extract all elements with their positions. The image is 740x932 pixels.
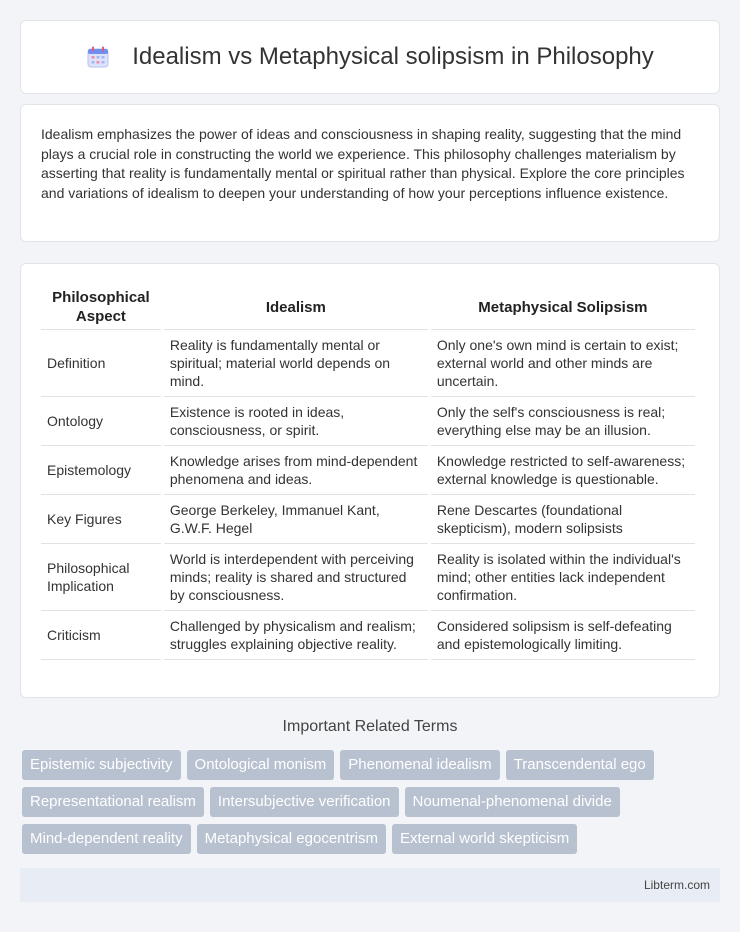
table-row <box>41 330 695 397</box>
idealism-cell: George Berkeley, Immanuel Kant, G.W.F. Hegel <box>164 495 428 544</box>
aspect-cell: Key Figures <box>41 495 161 544</box>
aspect-cell: Criticism <box>41 611 161 660</box>
title-wrap <box>86 43 654 71</box>
comparison-table-card <box>20 263 720 698</box>
aspect-cell: Epistemology <box>41 446 161 495</box>
related-term-tag[interactable]: Phenomenal idealism <box>340 750 499 780</box>
solipsism-cell: Only one's own mind is certain to exist; external world and other minds are uncertain. <box>431 330 695 397</box>
idealism-cell: Knowledge arises from mind-dependent phenomena and ideas. <box>164 446 428 495</box>
table-row <box>41 611 695 660</box>
intro-text: Idealism emphasizes the power of ideas and consciousness in shaping reality, suggesting that the mind plays a crucial role in constructing the world we experience. This philosophy challenges materialism by asserting that reality is fundamentally mental or spiritual rather than physical. Explore the core principles and variations of idealism to deepen your understanding of how your perceptions influence existence. <box>41 126 685 201</box>
idealism-cell: Challenged by physicalism and realism; struggles explaining objective reality. <box>164 611 428 660</box>
footer <box>20 868 720 902</box>
table-header-row <box>41 284 695 330</box>
aspect-cell: Definition <box>41 330 161 397</box>
related-terms-tags <box>22 750 722 854</box>
related-terms-title: Important Related Terms <box>282 718 458 735</box>
solipsism-cell: Considered solipsism is self-defeating and epistemologically limiting. <box>431 611 695 660</box>
idealism-cell: Reality is fundamentally mental or spiritual; material world depends on mind. <box>164 330 428 397</box>
aspect-cell: Ontology <box>41 397 161 446</box>
related-term-tag[interactable]: Metaphysical egocentrism <box>197 824 386 854</box>
idealism-cell: Existence is rooted in ideas, consciousness, or spirit. <box>164 397 428 446</box>
table-row <box>41 446 695 495</box>
related-term-tag[interactable]: Representational realism <box>22 787 204 817</box>
related-term-tag[interactable]: Mind-dependent reality <box>22 824 191 854</box>
related-term-tag[interactable]: External world skepticism <box>392 824 577 854</box>
solipsism-cell: Knowledge restricted to self-awareness; external knowledge is questionable. <box>431 446 695 495</box>
solipsism-cell: Only the self's consciousness is real; everything else may be an illusion. <box>431 397 695 446</box>
related-term-tag[interactable]: Transcendental ego <box>506 750 654 780</box>
related-term-tag[interactable]: Ontological monism <box>187 750 335 780</box>
comparison-table <box>38 284 698 660</box>
calendar-icon <box>86 45 110 69</box>
intro-card <box>20 104 720 242</box>
column-header-idealism: Idealism <box>164 284 428 330</box>
column-header-aspect: Philosophical Aspect <box>41 284 161 330</box>
header-card <box>20 20 720 94</box>
footer-site-link[interactable]: Libterm.com <box>643 878 710 892</box>
related-term-tag[interactable]: Epistemic subjectivity <box>22 750 181 780</box>
aspect-cell: Philosophical Implication <box>41 544 161 611</box>
table-row <box>41 495 695 544</box>
page-title: Idealism vs Metaphysical solipsism in Philosophy <box>132 43 654 70</box>
table-row <box>41 544 695 611</box>
solipsism-cell: Reality is isolated within the individual's mind; other entities lack independent confirmation. <box>431 544 695 611</box>
related-term-tag[interactable]: Noumenal-phenomenal divide <box>405 787 620 817</box>
related-term-tag[interactable]: Intersubjective verification <box>210 787 399 817</box>
column-header-solipsism: Metaphysical Solipsism <box>431 284 695 330</box>
idealism-cell: World is interdependent with perceiving minds; reality is shared and structured by consciousness. <box>164 544 428 611</box>
solipsism-cell: Rene Descartes (foundational skepticism), modern solipsists <box>431 495 695 544</box>
table-row <box>41 397 695 446</box>
